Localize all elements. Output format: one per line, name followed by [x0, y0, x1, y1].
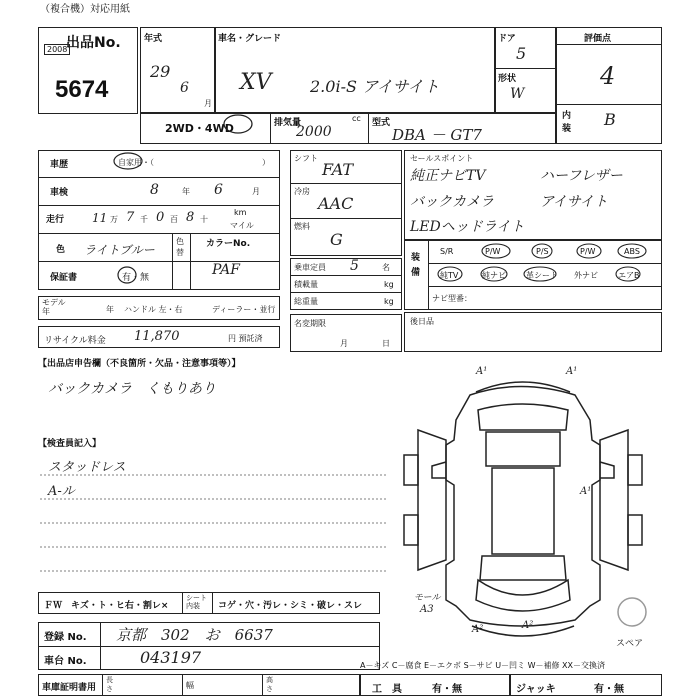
color-value: ライトブルー [84, 243, 155, 257]
recycle-label: リサイクル料金 [44, 336, 106, 346]
damage-a1-front-left: A¹ [476, 366, 488, 377]
body-label: 形状 [498, 74, 517, 84]
gross-weight-label: 総重量 [294, 297, 318, 306]
mileage-juu-value: 8 [186, 210, 195, 225]
chassis-label: 車台 No. [44, 656, 87, 667]
height-label: 高さ [266, 676, 273, 693]
history-label: 車歴 [50, 160, 69, 170]
registration-value: 京都 302 お 6637 [116, 626, 273, 644]
equip-tv: 純TV [440, 271, 459, 280]
dealer-label: ディーラー・並行 [212, 305, 276, 314]
tools-label: 工 具 [372, 684, 402, 695]
model-year-label: モデル年 [42, 298, 66, 316]
damage-a1-side: A¹ [580, 486, 592, 497]
sales-point-5: LEDヘッドライト [410, 219, 525, 235]
inspector-note-2: A-ル [48, 484, 75, 499]
inspection-month-value: 6 [214, 182, 223, 198]
name-change-label: 名変期限 [294, 319, 326, 328]
recycle-unit: 円 預託済 [228, 334, 263, 343]
damage-legend: A－キズ C－腐食 E－エクボ S－サビ U－凹ミ W－補修 XX－交換済 [360, 661, 606, 670]
damage-mall-label: モール [414, 593, 441, 603]
score-label: 評価点 [584, 34, 612, 44]
name-grade-label: 車名・グレード [218, 34, 282, 44]
inspection-label: 車検 [50, 188, 69, 198]
month-value: 6 [180, 80, 189, 96]
door-label: ドア [498, 34, 516, 44]
type-label: 型式 [372, 118, 391, 128]
gross-weight-unit: kg [384, 297, 394, 306]
cc-unit: cc [352, 114, 361, 123]
lot-number: 5674 [55, 76, 109, 103]
inspector-label: 【検査員記入】 [38, 439, 102, 449]
year-value: 29 [150, 62, 171, 81]
damage-a3: A3 [420, 604, 434, 615]
mileage-label: 走行 [46, 215, 65, 225]
load-label: 積載量 [294, 280, 318, 289]
history-options: 自家用・（ [118, 158, 154, 167]
damage-a2-rear-right: A² [522, 620, 534, 631]
capacity-label: 乗車定員 [294, 263, 326, 272]
equip-ext-navi: 外ナビ [574, 271, 598, 280]
equip-leather: 革シート [526, 271, 558, 280]
equip-sr: S/R [440, 247, 454, 256]
shift-value: FAT [322, 160, 354, 179]
ac-label: 冷房 [294, 187, 310, 196]
fuel-value: G [330, 230, 343, 249]
capacity-unit: 名 [382, 263, 390, 272]
sales-point-3: バックカメラ [410, 194, 494, 210]
door-value: 5 [516, 44, 527, 63]
name-change-day: 日 [382, 339, 390, 348]
grade-value: 2.0i-S アイサイト [310, 77, 440, 96]
damage-a1-front-right: A¹ [566, 366, 578, 377]
equip-navi: 純ナビ [482, 271, 506, 280]
handle-label: ハンドル 左・右 [124, 305, 183, 314]
color-change-label: 色替 [176, 237, 184, 257]
later-items-label: 後日品 [410, 317, 434, 326]
equipment-label: 装備 [411, 253, 421, 278]
color-code-value: PAF [212, 262, 240, 278]
man-unit: 万 [110, 215, 118, 224]
damage-a2-rear-left: A² [472, 624, 484, 635]
inspection-year-value: 8 [150, 182, 159, 198]
spare-label: スペア [616, 639, 644, 649]
sales-point-1: 純正ナビTV [410, 168, 486, 184]
interior-label: 内装 [562, 111, 572, 134]
model-year-unit: 年 [106, 305, 114, 314]
equip-abs: ABS [624, 247, 640, 256]
seller-note-text: バックカメラ くもりあり [48, 381, 216, 397]
inspection-month-unit: 月 [252, 187, 260, 196]
mile-unit: マイル [230, 221, 254, 230]
sen-unit: 千 [140, 215, 148, 224]
ac-value: AAC [318, 194, 354, 213]
juu-unit: 十 [200, 215, 208, 224]
chassis-value: 043197 [140, 648, 202, 667]
fw-row-label: ＦＷ キズ・ト・ヒ右・割レ× [44, 601, 169, 611]
seat-row-label: コゲ・穴・汚レ・シミ・破レ・スレ [218, 601, 363, 611]
recycle-value: 11,870 [134, 329, 180, 344]
length-label: 長さ [106, 676, 113, 693]
year-label: 年式 [144, 34, 163, 44]
seller-notes-label: 【出品店申告欄（不良箇所・欠品・注意事項等）】 [38, 359, 241, 369]
month-unit: 月 [204, 99, 212, 108]
score-value: 4 [600, 62, 616, 90]
equip-pw1: P/W [485, 247, 501, 256]
displacement-value: 2000 [296, 124, 332, 140]
sales-point-label: セールスポイント [410, 154, 474, 163]
model-value: XV [240, 70, 272, 95]
jack-label: ジャッキ [516, 684, 556, 695]
mileage-hyaku-value: 0 [156, 210, 165, 225]
warranty-options: 有・無 [122, 273, 150, 283]
lot-year-tag: 2008 [44, 44, 70, 55]
color-code-label: カラーNo. [206, 239, 251, 249]
equip-airbag: エアB [618, 271, 640, 280]
sales-point-4: アイサイト [540, 194, 608, 210]
load-unit: kg [384, 280, 394, 289]
km-unit: km [234, 208, 247, 217]
tools-options: 有・無 [432, 684, 462, 695]
type-value: DBA － GT7 [392, 126, 482, 144]
displacement-label: 排気量 [274, 118, 302, 128]
lot-label: 出品No. [66, 35, 121, 51]
shift-label: シフト [294, 154, 318, 163]
registration-label: 登録 No. [44, 632, 87, 643]
navi-model-label: ナビ型番： [432, 294, 472, 303]
name-change-month: 月 [340, 339, 348, 348]
drive-label: 2WD・4WD [165, 122, 234, 135]
capacity-value: 5 [350, 258, 359, 274]
jack-options: 有・無 [594, 684, 624, 695]
sales-point-2: ハーフレザー [540, 168, 623, 184]
garage-cert-label: 車庫証明書用 [42, 683, 97, 693]
year-unit: 年 [182, 187, 190, 196]
seat-label: シート内装 [186, 594, 207, 610]
equip-ps: P/S [536, 247, 549, 256]
color-label: 色 [56, 245, 66, 255]
mileage-sen-value: 7 [126, 210, 135, 225]
width-label: 幅 [186, 681, 194, 690]
interior-value: B [604, 110, 616, 129]
inspector-note-1: スタッドレス [48, 460, 126, 475]
mileage-man-value: 11 [92, 211, 108, 225]
form-header: （複合機）対応用紙 [40, 4, 130, 15]
hyaku-unit: 百 [170, 215, 178, 224]
fuel-label: 燃料 [294, 222, 310, 231]
equip-pw2: P/W [580, 247, 596, 256]
body-value: W [510, 86, 525, 102]
warranty-label: 保証書 [50, 273, 78, 283]
